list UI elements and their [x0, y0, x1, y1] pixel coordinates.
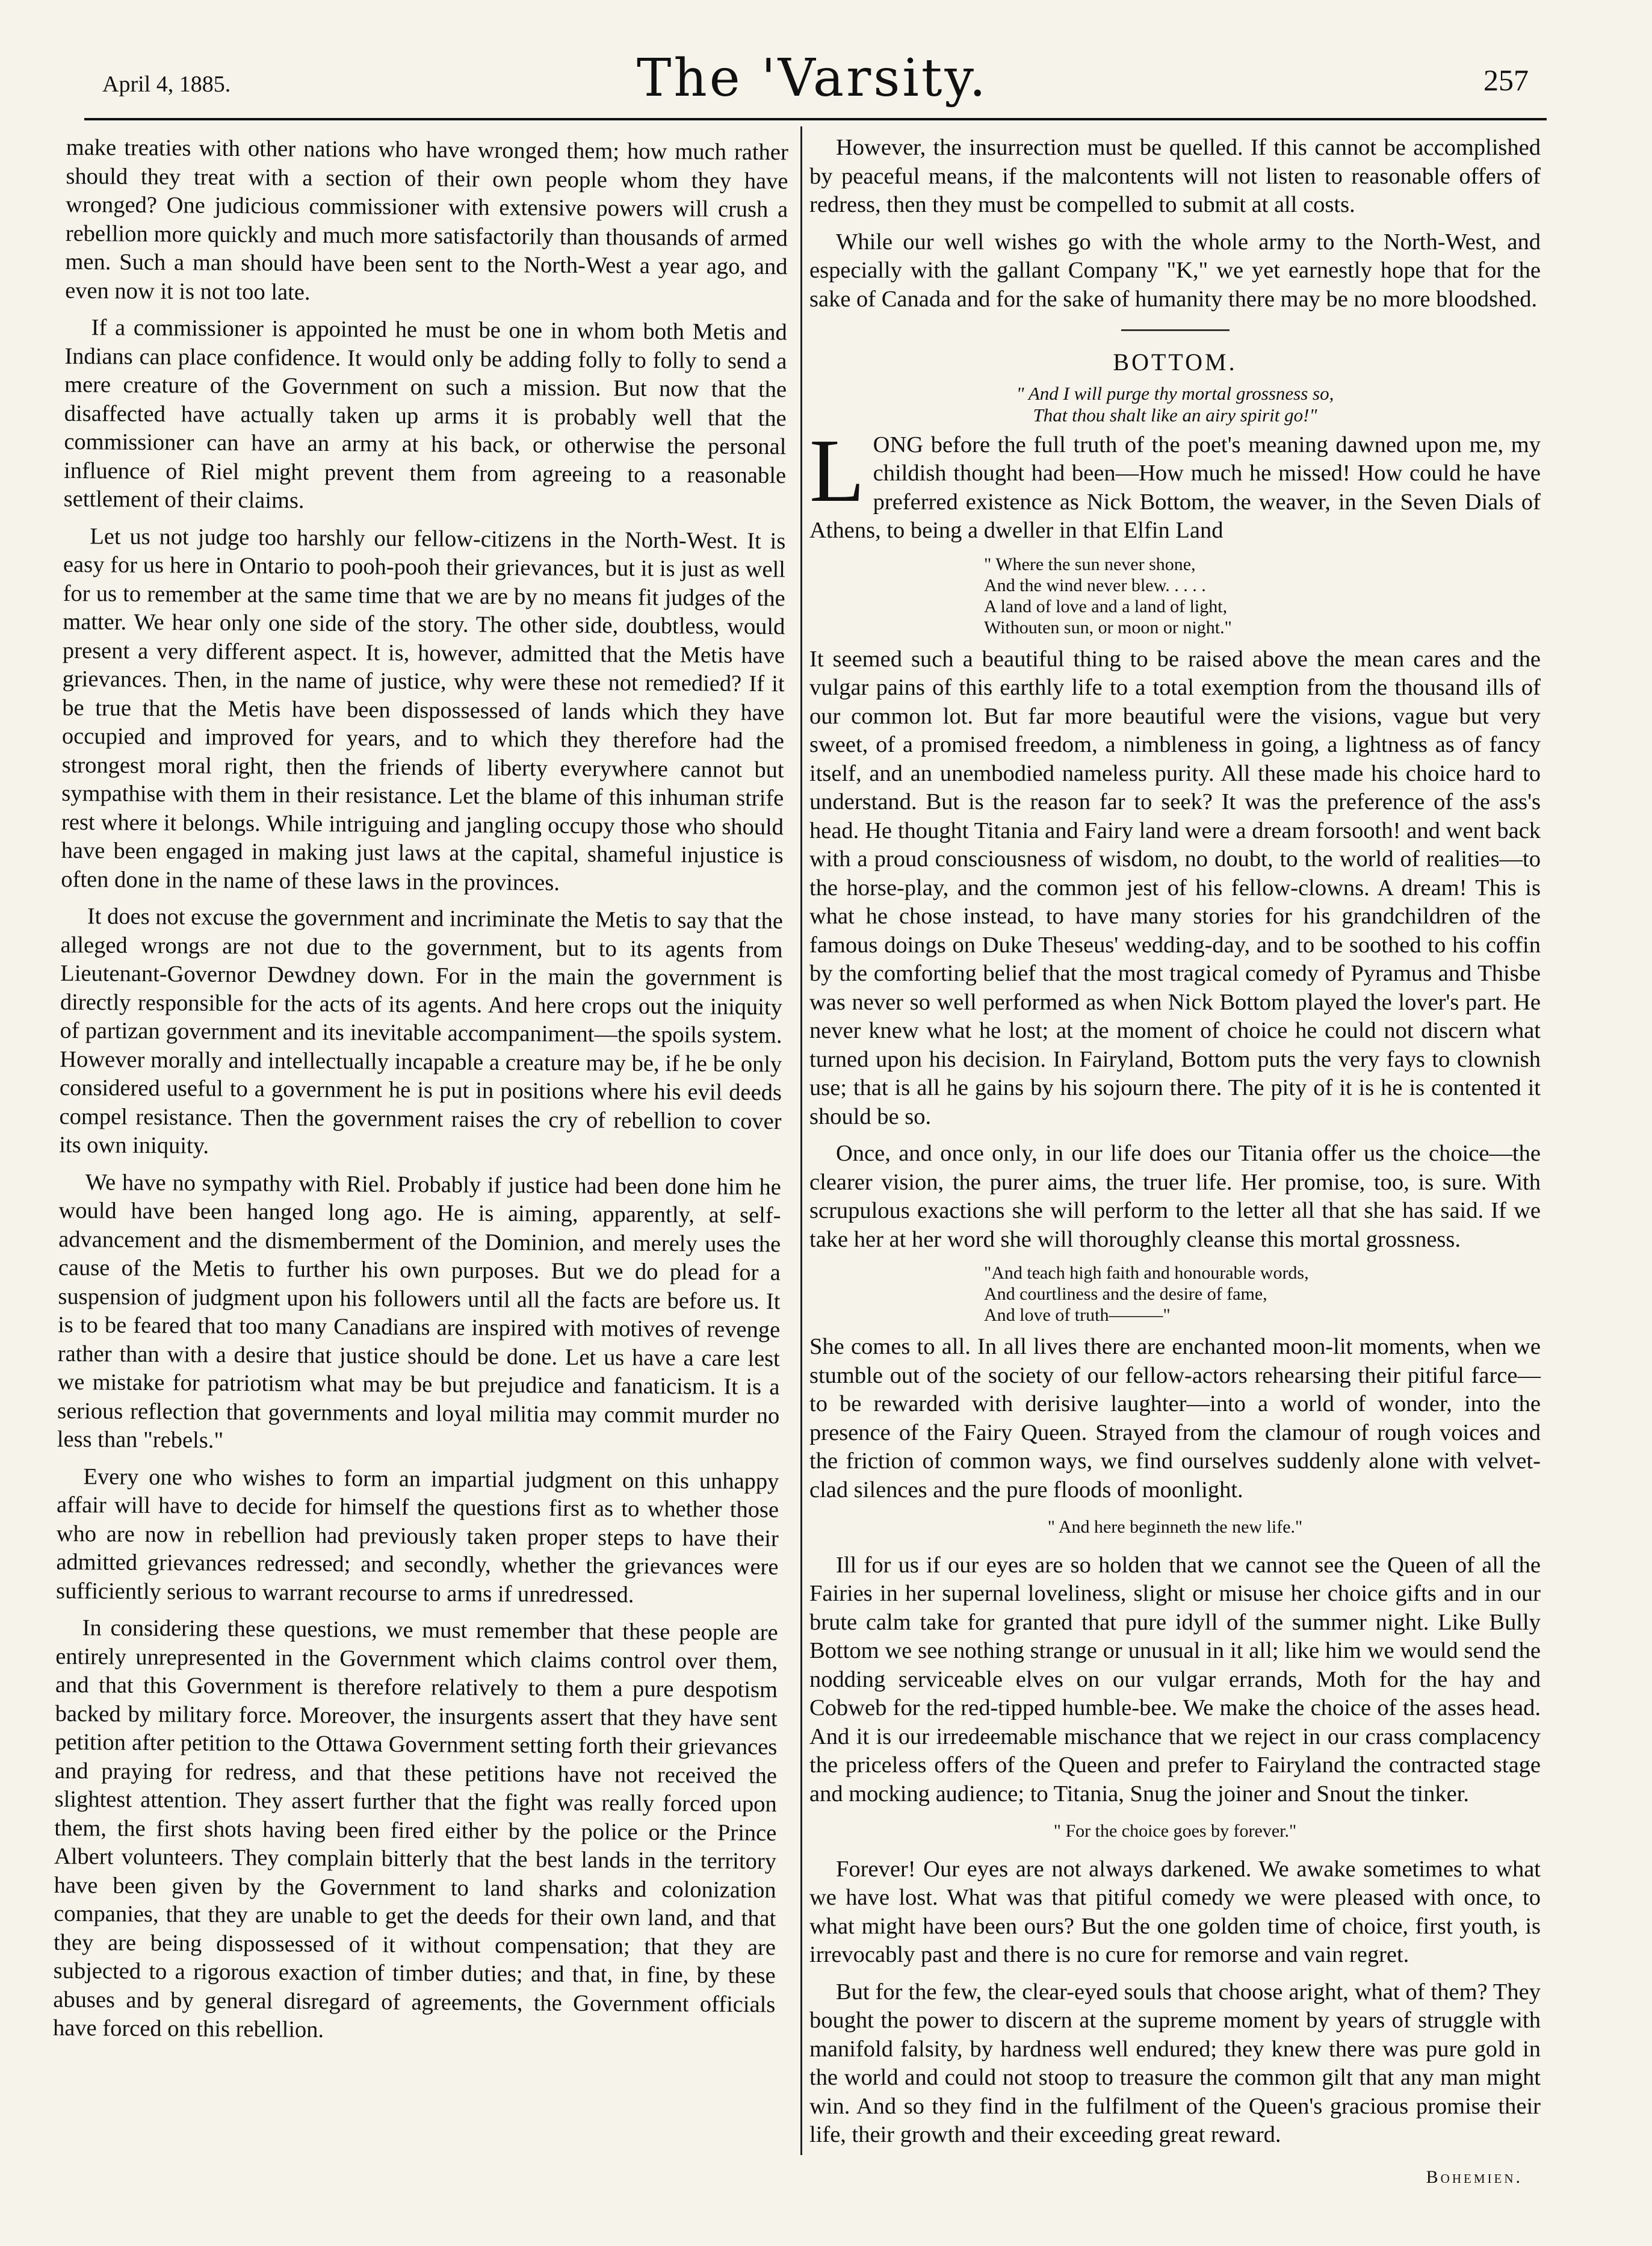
verse-line: "And teach high faith and honourable words,: [984, 1263, 1309, 1283]
verse-line: " Where the sun never shone,: [984, 554, 1196, 574]
verse-line: And love of truth———": [984, 1305, 1171, 1325]
epigraph-line: That thou shalt like an airy spirit go!": [1033, 404, 1317, 426]
verse-quote: [984, 554, 1541, 638]
paragraph: Ill for us if our eyes are so holden that we cannot see the Queen of all the Fairies in her supernal loveliness, slight or misuse her choice gifts and in our brute calm take for granted that pure idyll of the summer night. Like Bully Bottom we see nothing strange or unusual in it all; like him we would send the nodding serviceable elves on our vulgar errands, Moth for the hay and Cobweb for the red-tipped humble-bee. We make the choice of the asses head. And it is our irredeemable mischance that we reject in our crass complacency the priceless offers of the Queen and prefer to Fairyland the contracted stage and mocking audience; to Titania, Snug the joiner and Snout the tinker.: [809, 1552, 1541, 1807]
paragraph: If a commissioner is appointed he must be one in whom both Metis and Indians can place confidence. It would only be adding folly to folly to send a mere creature of the Government on such a mission. But now that the disaffected have actually taken up arms it is probably well that the commissioner can have an army at his back, or otherwise the personal influence of Riel might prevent them from agreeing to a reasonable settlement of their claims.: [63, 315, 787, 513]
article-title: BOTTOM.: [1113, 349, 1237, 376]
column-divider: [800, 126, 802, 2155]
page-number: 257: [1483, 63, 1529, 97]
paragraph: However, the insurrection must be quelled. If this cannot be accomplished by peaceful means, if the malcontents will not listen to reasonable offers of redress, then they must be compelled to submit at all costs.: [809, 135, 1541, 217]
verse-quote: [984, 1262, 1541, 1326]
drop-cap: L: [809, 420, 865, 521]
opening-paragraph: [809, 420, 1541, 545]
paragraph: It does not excuse the government and incriminate the Metis to say that the alleged wrongs are not due to the government, but to its agents from Lieutenant-Governor Dewdney down. For in the main the government is directly responsible for the acts of its agents. And here crops out the iniquity of partizan government and its inevitable accompaniment—the spoils system. However morally and intellectually incapable a creature may be, if he be only considered useful to a government he is put in positions where his evil deeds compel resistance. Then the government raises the cry of rebellion to cover its own iniquity.: [59, 904, 784, 1159]
paragraph: It seemed such a beautiful thing to be raised above the mean cares and the vulgar pains of this earthly life to a total exemption from the thousand ills of our common lot. But far more beautiful were the visions, vague but very sweet, of a promised freedom, a nimbleness in going, a lightness as of fancy itself, and an unembodied nameless purity. All these made his choice hard to understand. But is the reason far to seek? It was the preference of the ass's head. He thought Titania and Fairy land were a dream forsooth! and went back with a proud consciousness of wisdom, no doubt, to the world of realities—to the horse-play, and the common jest of his fellow-clowns. A dream! This is what he chose instead, to have many stories for his grandchildren of the famous doings on Duke Theseus' wedding-day, and to be soothed to his coffin by the comforting belief that the most tragical comedy of Pyramus and Thisbe was never so well performed as when Nick Bottom played the lover's part. He never knew what he lost; at the moment of choice he could not discern what turned upon his decision. In Fairyland, Bottom puts the very fays to clownish use; that is all he gains by his sojourn there. The pity of it is he is contented it should be so.: [809, 646, 1541, 1129]
page-header: [84, 36, 1541, 120]
epigraph-line: " And I will purge thy mortal grossness so,: [1016, 382, 1334, 404]
issue-date: April 4, 1885.: [102, 72, 231, 97]
pull-quote: " And here beginneth the new life.": [1047, 1517, 1303, 1537]
paragraph: Every one who wishes to form an impartial judgment on this unhappy affair will have to decide for himself the questions first as to whether those who are now in rebellion had previously taken proper steps to have their admitted grievances redressed; and secondly, whether the grievances were sufficiently serious to warrant recourse to arms if unredressed.: [55, 1463, 779, 1608]
masthead-title: The 'Varsity.: [637, 48, 988, 108]
author-signature: Bohemien.: [1426, 2167, 1523, 2187]
verse-line: Withouten sun, or moon or night.": [984, 617, 1232, 638]
paragraph: While our well wishes go with the whole army to the North-West, and especially with the gallant Company "K," we yet earnestly hope that for the sake of Canada and for the sake of humanity there may be no more bloodshed.: [809, 229, 1541, 312]
paragraph: But for the few, the clear-eyed souls that choose aright, what of them? They bought the power to discern at the supreme moment by years of struggle with manifold falsity, by hardness well endured; they knew there was pure gold in the world and could not stoop to treasure the common gilt that any man might win. And so they find in the fulfilment of the Queen's gracious promise their life, their growth and their exceeding great reward.: [809, 1979, 1541, 2147]
paragraph: She comes to all. In all lives there are enchanted moon-lit moments, when we stumble out of the society of our fellow-actors rehearsing their pitiful farce—to be rewarded with derisive laughter—into a world of wonder, into the presence of the Fairy Queen. Strayed from the clamour of rough voices and the friction of common ways, we find ourselves suddenly alone with velvet-clad silences and the pure floods of moonlight.: [809, 1334, 1541, 1503]
header-rule: [84, 118, 1547, 120]
verse-line: A land of love and a land of light,: [984, 596, 1228, 616]
paragraph: Once, and once only, in our life does our Titania offer us the choice—the clearer vision, the purer aims, the truer life. Her promise, too, is sure. With scrupulous exactions she will perform to the letter all that she has said. If we take her at her word she will thoroughly cleanse this mortal grossness.: [809, 1141, 1541, 1252]
verse-line: And courtliness and the desire of fame,: [984, 1284, 1267, 1304]
paragraph: We have no sympathy with Riel. Probably if justice had been done him he would have been hanged long ago. He is aiming, apparently, at self-advancement and the dismemberment of the Dominion, and merely uses the cause of the Metis to further his own purposes. But we do plead for a suspension of judgment upon his followers until all the facts are before us. It is to be feared that too many Canadians are inspired with motives of revenge rather than with a desire that justice should be done. Let us have a care lest we mistake for patriotism what may be but prejudice and fanaticism. It is a serious reflection that governments and loyal militia may commit murder no less than "rebels.": [57, 1169, 781, 1453]
paragraph: make treaties with other nations who have wronged them; how much rather should they treat with a section of their own people whom they have wronged? One judicious commissioner with extensive powers will crush a rebellion more quickly and much more satisfactorily than thousands of armed men. Such a man should have been sent to the North-West a year ago, and even now it is not too late.: [65, 134, 788, 305]
epigraph: [809, 383, 1541, 426]
verse-line: And the wind never blew. . . . .: [984, 575, 1206, 595]
opening-text: ONG before the full truth of the poet's meaning dawned upon me, my childish thought had been—How much he missed! How could he have preferred existence as Nick Bottom, the weaver, in the Seven Dials of Athens, to being a dweller in that Elfin Land: [809, 432, 1541, 543]
pull-quote: " For the choice goes by forever.": [1053, 1821, 1297, 1841]
left-column: [53, 134, 788, 2056]
paragraph: Let us not judge too harshly our fellow-citizens in the North-West. It is easy for us here in Ontario to pooh-pooh their grievances, but it is just as well for us to remember at the same time that we are by no means fit judges of the matter. We hear only one side of the story. The other side, doubtless, would present a very different aspect. It is, however, admitted that the Metis have grievances. Then, in the name of justice, why were these not remedied? If it be true that the Metis have been dispossessed of lands which they have occupied and improved for years, and to which they therefore had the strongest moral right, then the friends of liberty everywhere cannot but sympathise with them in their resistance. Let the blame of this inhuman strife rest where it belongs. While intriguing and jangling occupy those who should have been engaged in making just laws at the capital, shameful injustice is often done in the name of these laws in the provinces.: [61, 523, 786, 896]
section-divider: [1121, 329, 1230, 331]
right-column: [809, 134, 1541, 2191]
paragraph: Forever! Our eyes are not always darkened. We awake sometimes to what we have lost. What was that pitiful comedy we were pleased with once, to what might have been ours? But the one golden time of choice, first youth, is irrevocably past and there is no cure for remorse and vain regret.: [809, 1856, 1541, 1967]
paragraph: In considering these questions, we must remember that these people are entirely unrepresented in the Government which claims control over them, and that this Government is therefore relatively to them a pure despotism backed by military force. Moreover, the insurgents assert that they have sent petition after petition to the Ottawa Government setting forth their grievances and praying for redress, and that these petitions have not received the slightest attention. They assert further that the fight was really forced upon them, the first shots having been fired either by the police or the Prince Albert volunteers. They complain bitterly that the best lands in the territory have been given by the Government to land sharks and colonization companies, that they are unable to get the deeds for their own land, and that they are being dispossessed of it without compensation; that they are subjected to a rigorous exaction of timber duties; and that, in fine, by these abuses and by general disregard of agreements, the Government officials have forced on this rebellion.: [52, 1615, 778, 2043]
